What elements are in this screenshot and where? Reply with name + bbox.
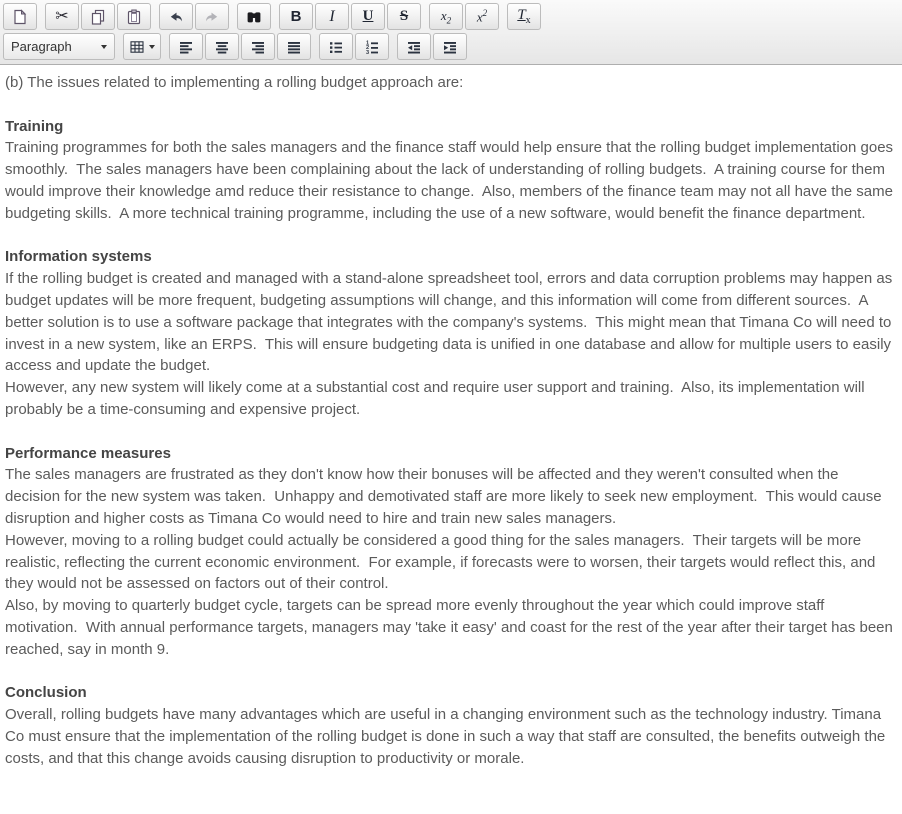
group-undo-redo (159, 3, 229, 30)
copy-button[interactable] (81, 3, 115, 30)
bold-label: B (290, 8, 302, 25)
bullet-list-icon (328, 39, 344, 55)
clipboard-icon (126, 9, 142, 25)
group-table (123, 33, 161, 60)
indent-arrow-icon (442, 39, 458, 55)
paragraph-information-systems[interactable]: If the rolling budget is created and managed with a stand-alone spreadsheet tool, errors and data corruption problems may happen as budget updates will be more frequent, budgeting assumptions will change, and this information will come from different sources. A better solution is to use a software package that integrates with the company's systems. This might mean that Timana Co will need to invest in a new system, like an ERPS. This will ensure budgeting data is unified in one database and allow for multiple users to easily access and update the budget. (5, 270, 897, 375)
underline-label: U (362, 8, 374, 24)
toolbar-row-1 (3, 3, 899, 30)
paragraph-rolling-budget-good[interactable]: However, moving to a rolling budget could actually be considered a good thing for the sales managers. Their targets will be more realistic, reflecting the current economic environment. For example, if forecasts were to worsen, their targets would reflect this, and they would not be assessed on factors out of their control. (5, 531, 880, 593)
chevron-down-icon (149, 45, 155, 49)
superscript-icon: $x^2$ (476, 7, 488, 25)
group-remove-format (507, 3, 541, 30)
remove-format-button[interactable] (507, 3, 541, 30)
paragraph-intro[interactable]: (b) The issues related to implementing a rolling budget approach are: (5, 74, 464, 91)
outdent-button[interactable] (397, 33, 431, 60)
justify-icon (286, 39, 302, 55)
bulleted-list-button[interactable] (319, 33, 353, 60)
strikethrough-button[interactable] (387, 3, 421, 30)
chevron-down-icon (101, 45, 107, 49)
paragraph-format-value: Paragraph (11, 39, 72, 54)
paragraph-training[interactable]: Training programmes for both the sales managers and the finance staff would help ensure that the rolling budget implementation goes smoothly. The sales managers have been complaining about the lack of understanding of rolling budgets. A training course for them would improve their knowledge amd reduce their resistance to change. Also, members of the finance team may not all have the same budgeting skills. A more technical training programme, including the use of a new software, would benefit the finance department. (5, 139, 898, 222)
cut-button[interactable] (45, 3, 79, 30)
justify-button[interactable] (277, 33, 311, 60)
align-left-icon (178, 39, 194, 55)
svg-text:1: 1 (366, 40, 370, 47)
scissors-icon: ✂ (55, 7, 69, 25)
align-right-button[interactable] (241, 33, 275, 60)
bold-button[interactable] (279, 3, 313, 30)
binoculars-icon (246, 9, 262, 25)
align-center-icon (214, 39, 230, 55)
blank-line[interactable] (5, 225, 897, 247)
remove-format-icon: $T_x$ (517, 7, 531, 26)
heading-performance-measures[interactable]: Performance measures (5, 444, 171, 462)
find-replace-button[interactable] (237, 3, 271, 30)
heading-information-systems[interactable]: Information systems (5, 248, 152, 266)
paragraph-staff-frustration[interactable]: The sales managers are frustrated as they don't know how their bonuses will be affected and they weren't consulted when the decision for the new system was taken. Unhappy and demotivated staff are more likely to seek new employment. This would cause disruption and higher costs as Timana Co would need to hire and train new sales managers. (5, 466, 886, 527)
subscript-button[interactable] (429, 3, 463, 30)
group-indentation (397, 33, 467, 60)
superscript-button[interactable] (465, 3, 499, 30)
numbered-list-button[interactable] (355, 33, 389, 60)
underline-button[interactable] (351, 3, 385, 30)
italic-button[interactable] (315, 3, 349, 30)
curved-arrow-left-icon (168, 9, 184, 25)
toolbar-row-2 (3, 33, 899, 60)
new-document-button[interactable] (3, 3, 37, 30)
strikethrough-label: S (399, 8, 409, 24)
group-document (3, 3, 37, 30)
align-center-button[interactable] (205, 33, 239, 60)
editor-toolbar (0, 0, 902, 65)
align-right-icon (250, 39, 266, 55)
group-lists (319, 33, 389, 60)
group-basic-styles (279, 3, 421, 30)
heading-conclusion[interactable]: Conclusion (5, 684, 87, 702)
undo-button[interactable] (159, 3, 193, 30)
redo-button[interactable] (195, 3, 229, 30)
svg-text:2: 2 (366, 44, 370, 51)
outdent-arrow-icon (406, 39, 422, 55)
group-clipboard (45, 3, 151, 30)
paragraph-format-combo[interactable] (3, 33, 115, 60)
editor-content-area[interactable] (0, 65, 902, 770)
blank-line[interactable] (5, 94, 897, 116)
svg-text:3: 3 (366, 49, 370, 55)
blank-line[interactable] (5, 421, 897, 443)
paragraph-conclusion[interactable]: Overall, rolling budgets have many advantages which are useful in a changing environment such as the technology industry. Timana Co must ensure that the implementation of the rolling budget is done in such a way that staff are consulted, the benefits outweigh the costs, and that this change avoids causing disruption to productivity or morale. (5, 706, 890, 767)
numbered-list-icon (364, 39, 380, 55)
group-find (237, 3, 271, 30)
blank-page-icon (12, 9, 28, 25)
paragraph-quarterly-cycle[interactable]: Also, by moving to quarterly budget cycle, targets can be spread more evenly throughout the year which could improve staff motivation. With annual performance targets, managers may 'take it easy' and coast for the rest of the year after their target has been reached, say in month 9. (5, 597, 898, 658)
indent-button[interactable] (433, 33, 467, 60)
table-grid-icon (129, 39, 145, 55)
two-pages-icon (90, 9, 106, 25)
subscript-icon: $x_2$ (440, 7, 452, 26)
group-sub-sup (429, 3, 499, 30)
blank-line[interactable] (5, 661, 897, 683)
curved-arrow-right-icon (204, 9, 220, 25)
align-left-button[interactable] (169, 33, 203, 60)
table-menu-button[interactable] (123, 33, 161, 60)
group-alignment (169, 33, 311, 60)
heading-training[interactable]: Training (5, 117, 64, 135)
paragraph-system-cost[interactable]: However, any new system will likely come at a substantial cost and require user support and training. Also, its implementation will probably be a time-consuming and expensive project. (5, 379, 869, 418)
italic-label: I (329, 7, 335, 25)
paste-button[interactable] (117, 3, 151, 30)
